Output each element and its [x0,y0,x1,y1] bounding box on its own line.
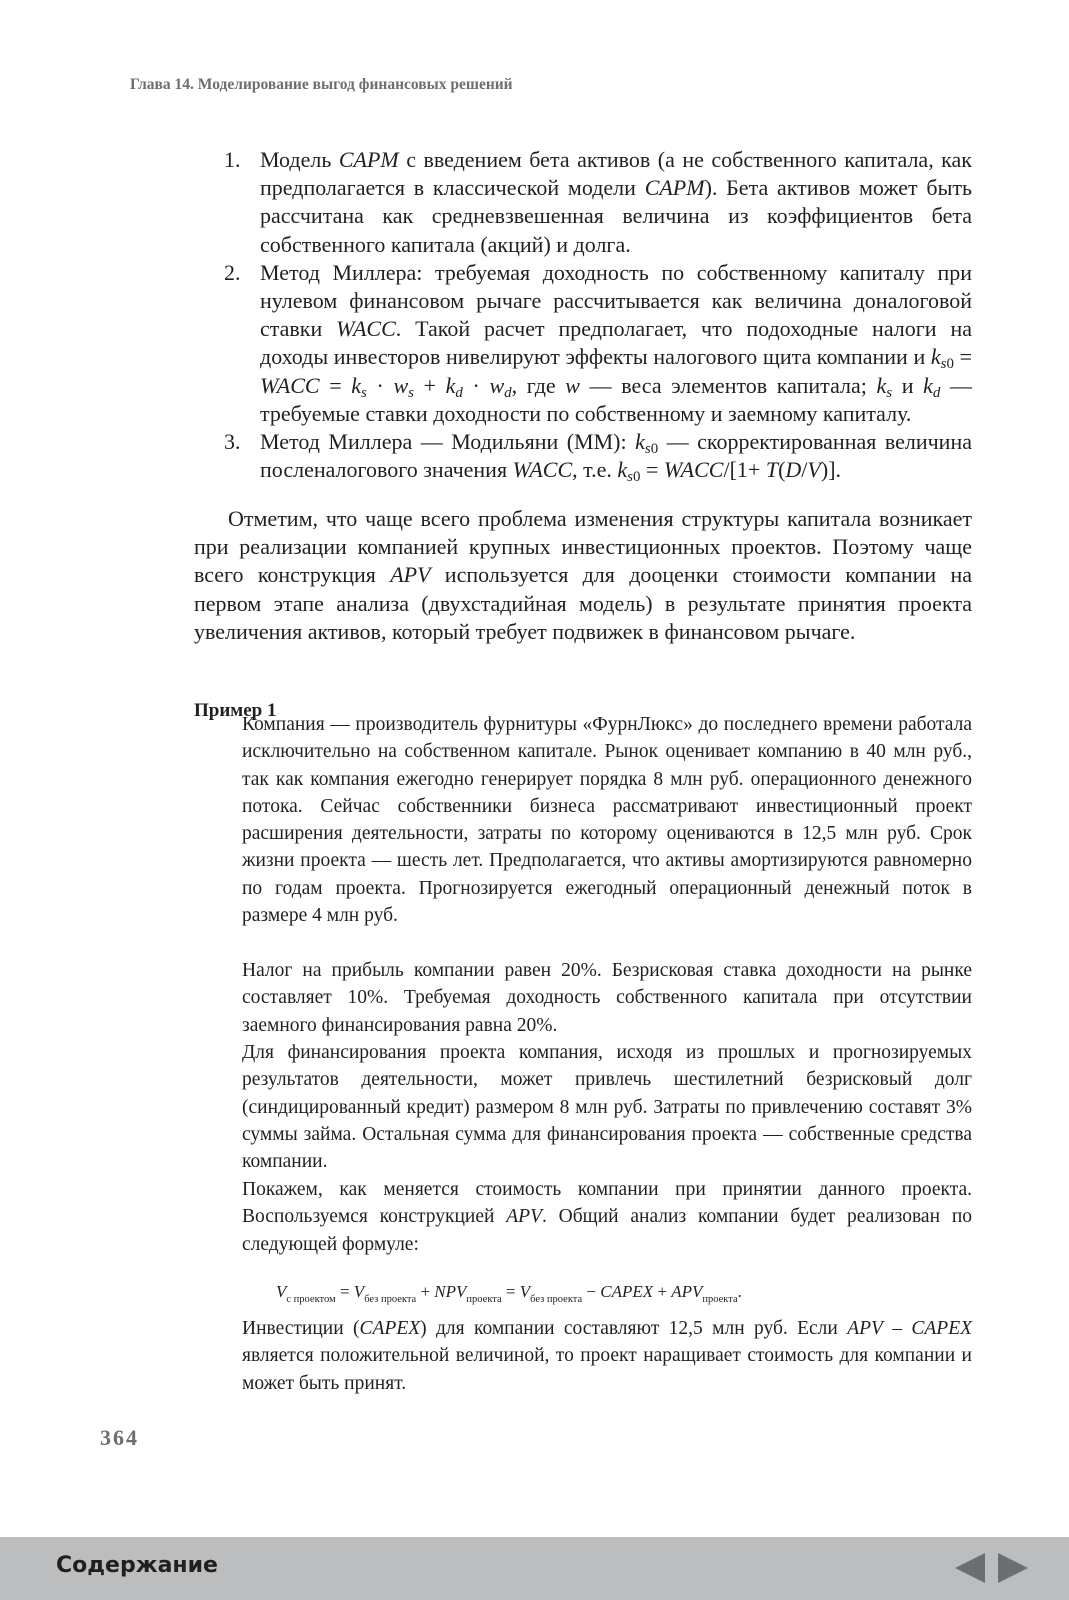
previous-page-button[interactable] [953,1551,987,1585]
next-page-button[interactable] [996,1551,1030,1585]
example-paragraph: Компания — производитель фурнитуры «ФурнЛюкс» до последнего времени работала исключительно на собственном капитале. Рынок оценивает компанию в 40 млн руб., так как компания ежегодно генерирует порядка 8 млн руб. операционного денежного потока. Сейчас собственники бизнеса рассматривают инвестиционный проект расширения деятельности, затраты по которому оцениваются в 12,5 млн руб. Срок жизни проекта — шесть лет. Предполагается, что активы амортизируются равномерно по годам проекта. Прогнозируется ежегодный операционный денежный поток в размере 4 млн руб. [242,714,972,927]
list-number: 2. [224,259,241,285]
page-number: 364 [100,1425,139,1450]
example-title: Пример 1 [194,700,277,721]
example-paragraph: Покажем, как меняется стоимость компании при принятии данного проекта. Воспользуемся конструкцией APV. Общий анализ компании будет реализован по следующей формуле: [242,1179,972,1255]
triangle-left-icon [953,1551,987,1585]
list-item-text: Метод Миллера: требуемая доходность по собственному капиталу при нулевом финансовом рычаге рассчитывается как величина доналоговой ставки WACC. Такой расчет предполагает, что подоходные налоги на доходы инвесторов нивелируют эффекты налогового щита компании и $k_{s0}$ = WACC = $k_s \cdot w_s + k_d \cdot w_d$, где w — веса элементов капитала; $k_s$ и $k_d$ — требуемые ставки доходности по собственному и заемному капиталу. [260,259,973,426]
list-item [224,146,972,259]
list-item-text: Метод Миллера — Модильяни (ММ): $k_{s0}$ — скорректированная величина посленалогового значения WACC, т.е. $k_{s0}$ = WACC/[1+ T(D/V)]. [260,429,972,486]
example-paragraph: Инвестиции (CAPEX) для компании составляют 12,5 млн руб. Если APV – CAPEX является положительной величиной, то проект наращивает стоимость для компании и может быть принят. [242,1318,973,1394]
list-item [224,259,972,428]
example-paragraph: Для финансирования проекта компания, исходя из прошлых и прогнозируемых результатов деятельности, может привлечь шестилетний безрисковый долг (синдицированный кредит) размером 8 млн руб. Затраты по привлечению составят 3% суммы займа. Остальная сумма для финансирования проекта — собственные средства компании. [242,1042,972,1173]
methods-list [224,146,972,484]
apv-formula: $V_{с проектом} = V_{без проекта} + NPV_{проекта} = V_{без проекта}$ − CAPEX + $APV_{проекта}$. [276,1282,742,1305]
list-number: 1. [224,147,241,172]
footer-bar [0,1537,1069,1600]
running-head: Глава 14. Моделирование выгод финансовых решений [130,76,513,93]
body-paragraph: Отметим, что чаще всего проблема изменения структуры капитала возникает при реализации компанией крупных инвестиционных проектов. Поэтому чаще всего конструкция APV используется для дооценки стоимости компании на первом этапе анализа (двухстадийная модель) в результате принятия проекта увеличения активов, который требует подвижек в финансовом рычаге. [194,506,973,644]
list-number: 3. [224,429,241,455]
list-item [224,428,972,484]
example-paragraph: Налог на прибыль компании равен 20%. Безрисковая ставка доходности на рынке составляет 10%. Требуемая доходность собственного капитала при отсутствии заемного финансирования равна 20%. [242,960,972,1036]
list-item-text: Модель CAPM с введением бета активов (а не собственного капитала, как предполагается в классической модели CAPM). Бета активов может быть рассчитана как средневзвешенная величина из коэффициентов бета собственного капитала (акций) и долга. [260,147,972,257]
triangle-right-icon [996,1551,1030,1585]
contents-link[interactable]: Содержание [56,1553,218,1578]
